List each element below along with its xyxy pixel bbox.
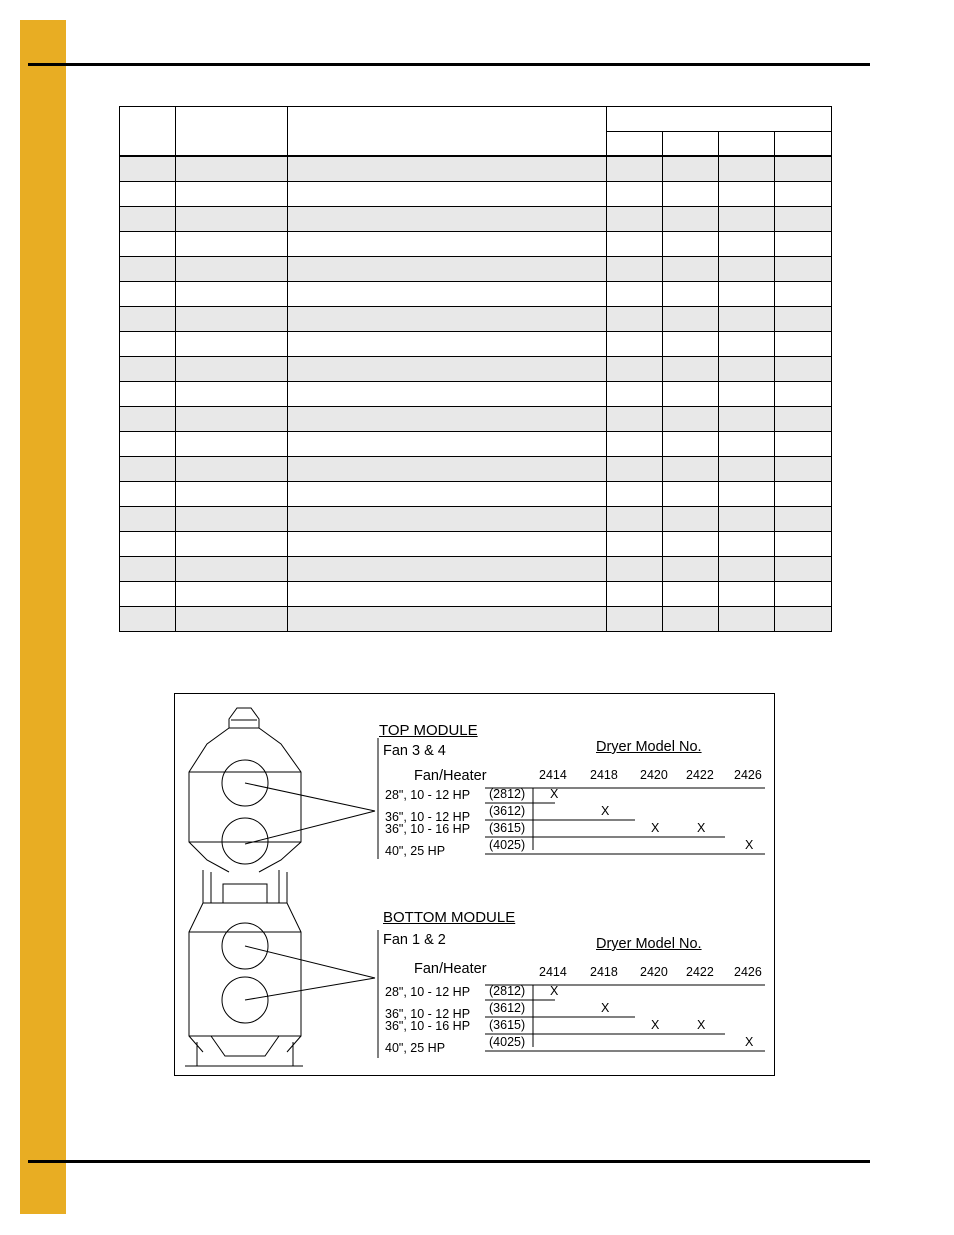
top-mark: X: [697, 821, 706, 835]
table-cell: [607, 232, 663, 257]
table-cell: [775, 232, 832, 257]
table-row: [120, 156, 832, 182]
table-cell: [607, 382, 663, 407]
top-code-label: (2812): [489, 787, 526, 801]
table-cell: [719, 557, 775, 582]
top-code-label: (4025): [489, 838, 526, 852]
model-header-cell: [607, 132, 663, 157]
table-cell: [775, 282, 832, 307]
top-size-label: 36", 10 - 12 HP: [385, 810, 471, 824]
table-cell: [719, 257, 775, 282]
table-cell: [288, 457, 607, 482]
table-row: [120, 257, 832, 282]
table-cell: [607, 432, 663, 457]
table-cell: [775, 207, 832, 232]
table-row: [120, 307, 832, 332]
table-cell: [663, 407, 719, 432]
table-cell: [663, 607, 719, 632]
table-cell: [775, 507, 832, 532]
table-cell: [176, 357, 288, 382]
top-size-label: 28", 10 - 12 HP: [385, 788, 471, 802]
table-cell: [288, 357, 607, 382]
top-fan-heater-label: Fan/Heater: [414, 768, 487, 784]
table-cell: [120, 307, 176, 332]
table-cell: [719, 407, 775, 432]
table-cell: [120, 182, 176, 207]
table-cell: [176, 207, 288, 232]
table-cell: [120, 457, 176, 482]
table-cell: [120, 156, 176, 182]
top-mark: X: [550, 787, 559, 801]
table-cell: [775, 357, 832, 382]
table-cell: [663, 207, 719, 232]
table-cell: [719, 607, 775, 632]
table-cell: [288, 332, 607, 357]
table-cell: [120, 232, 176, 257]
top-mark: X: [651, 821, 660, 835]
table-cell: [719, 457, 775, 482]
bottom-fan-heater-label: Fan/Heater: [414, 961, 487, 977]
table-cell: [663, 457, 719, 482]
table-cell: [176, 432, 288, 457]
top-model-2418: 2418: [590, 768, 618, 782]
table-row: [120, 507, 832, 532]
table-row: [120, 557, 832, 582]
table-cell: [663, 382, 719, 407]
bottom-mark: X: [601, 1001, 610, 1015]
table-cell: [607, 532, 663, 557]
table-cell: [120, 332, 176, 357]
table-cell: [663, 307, 719, 332]
table-cell: [775, 432, 832, 457]
table-cell: [775, 382, 832, 407]
top-code-label: (3615): [489, 821, 526, 835]
table-row: [120, 407, 832, 432]
table-cell: [775, 532, 832, 557]
table-cell: [607, 257, 663, 282]
table-cell: [288, 557, 607, 582]
table-cell: [663, 432, 719, 457]
bottom-fan-label: Fan 1 & 2: [383, 932, 446, 948]
footer-rule: [28, 1160, 870, 1163]
table-cell: [663, 257, 719, 282]
bottom-code-label: (2812): [489, 984, 526, 998]
table-cell: [719, 507, 775, 532]
table-cell: [607, 582, 663, 607]
side-color-bar: [20, 20, 66, 1214]
table-cell: [288, 507, 607, 532]
table-cell: [663, 182, 719, 207]
table-cell: [120, 582, 176, 607]
top-mark: X: [745, 838, 754, 852]
bottom-model-2414: 2414: [539, 965, 567, 979]
table-cell: [288, 156, 607, 182]
table-cell: [719, 482, 775, 507]
bottom-size-label: 40", 25 HP: [385, 1041, 446, 1055]
table-cell: [719, 282, 775, 307]
bottom-mark: X: [651, 1018, 660, 1032]
part-number-header-cell: [176, 107, 288, 157]
table-cell: [775, 332, 832, 357]
parts-table: [119, 106, 832, 632]
bottom-model-2420: 2420: [640, 965, 668, 979]
table-cell: [719, 582, 775, 607]
table-cell: [607, 357, 663, 382]
table-cell: [288, 232, 607, 257]
table-cell: [775, 307, 832, 332]
table-row: [120, 207, 832, 232]
table-cell: [607, 482, 663, 507]
table-cell: [288, 307, 607, 332]
table-cell: [176, 232, 288, 257]
top-model-2420: 2420: [640, 768, 668, 782]
table-cell: [719, 532, 775, 557]
ref-header-cell: [120, 107, 176, 157]
table-cell: [288, 582, 607, 607]
table-cell: [663, 282, 719, 307]
table-cell: [120, 432, 176, 457]
model-header-cell: [775, 132, 832, 157]
top-model-heading: Dryer Model No.: [596, 739, 702, 755]
table-cell: [288, 282, 607, 307]
table-cell: [607, 307, 663, 332]
table-cell: [176, 557, 288, 582]
description-header-cell: [288, 107, 607, 157]
table-cell: [176, 457, 288, 482]
table-cell: [176, 282, 288, 307]
table-cell: [288, 482, 607, 507]
table-cell: [719, 182, 775, 207]
table-cell: [663, 482, 719, 507]
model-header-cell: [663, 132, 719, 157]
bottom-model-2426: 2426: [734, 965, 762, 979]
table-cell: [719, 307, 775, 332]
table-cell: [176, 507, 288, 532]
table-row: [120, 282, 832, 307]
table-cell: [176, 582, 288, 607]
top-model-2426: 2426: [734, 768, 762, 782]
table-cell: [775, 182, 832, 207]
table-cell: [663, 232, 719, 257]
table-cell: [607, 557, 663, 582]
table-cell: [775, 156, 832, 182]
table-cell: [719, 382, 775, 407]
bottom-code-label: (3612): [489, 1001, 526, 1015]
table-cell: [176, 257, 288, 282]
top-model-2422: 2422: [686, 768, 714, 782]
table-cell: [120, 507, 176, 532]
fan-heater-figure: [174, 693, 775, 1076]
bottom-size-label: 36", 10 - 16 HP: [385, 1019, 471, 1033]
table-row: [120, 582, 832, 607]
table-cell: [719, 332, 775, 357]
table-cell: [288, 407, 607, 432]
bottom-size-label: 36", 10 - 12 HP: [385, 1007, 471, 1021]
table-cell: [663, 156, 719, 182]
table-cell: [607, 407, 663, 432]
table-cell: [176, 607, 288, 632]
table-row: [120, 532, 832, 557]
table-cell: [719, 207, 775, 232]
table-cell: [775, 582, 832, 607]
table-cell: [288, 382, 607, 407]
table-cell: [663, 557, 719, 582]
table-cell: [288, 257, 607, 282]
table-cell: [775, 257, 832, 282]
table-cell: [663, 357, 719, 382]
table-cell: [607, 607, 663, 632]
table-row: [120, 482, 832, 507]
table-row: [120, 432, 832, 457]
top-size-label: 36", 10 - 16 HP: [385, 822, 471, 836]
bottom-model-2422: 2422: [686, 965, 714, 979]
table-cell: [607, 507, 663, 532]
table-cell: [663, 582, 719, 607]
table-cell: [663, 332, 719, 357]
table-cell: [120, 407, 176, 432]
table-cell: [719, 232, 775, 257]
top-size-label: 40", 25 HP: [385, 844, 446, 858]
table-row: [120, 182, 832, 207]
bottom-model-2418: 2418: [590, 965, 618, 979]
table-cell: [176, 332, 288, 357]
table-cell: [120, 207, 176, 232]
table-row: [120, 357, 832, 382]
table-cell: [719, 156, 775, 182]
table-cell: [288, 532, 607, 557]
table-cell: [120, 282, 176, 307]
bottom-mark: X: [550, 984, 559, 998]
table-row: [120, 382, 832, 407]
top-module-title: TOP MODULE: [379, 722, 478, 739]
top-model-2414: 2414: [539, 768, 567, 782]
table-cell: [607, 156, 663, 182]
table-cell: [176, 156, 288, 182]
top-mark: X: [601, 804, 610, 818]
table-cell: [775, 407, 832, 432]
bottom-mark: X: [745, 1035, 754, 1049]
table-cell: [176, 382, 288, 407]
bottom-code-label: (4025): [489, 1035, 526, 1049]
table-cell: [719, 357, 775, 382]
table-cell: [607, 207, 663, 232]
table-cell: [176, 182, 288, 207]
table-cell: [288, 207, 607, 232]
table-row: [120, 607, 832, 632]
table-cell: [663, 532, 719, 557]
bottom-size-label: 28", 10 - 12 HP: [385, 985, 471, 999]
table-cell: [663, 507, 719, 532]
top-fan-label: Fan 3 & 4: [383, 743, 446, 759]
table-cell: [775, 607, 832, 632]
table-cell: [607, 182, 663, 207]
bottom-model-heading: Dryer Model No.: [596, 936, 702, 952]
table-cell: [775, 482, 832, 507]
bottom-code-label: (3615): [489, 1018, 526, 1032]
header-rule: [28, 63, 870, 66]
table-cell: [775, 457, 832, 482]
table-cell: [176, 482, 288, 507]
table-cell: [176, 307, 288, 332]
table-row: [120, 457, 832, 482]
parts-table-body: [120, 156, 832, 632]
bottom-module-title: BOTTOM MODULE: [383, 909, 516, 926]
table-cell: [176, 407, 288, 432]
table-cell: [120, 482, 176, 507]
top-code-label: (3612): [489, 804, 526, 818]
table-cell: [120, 357, 176, 382]
table-cell: [288, 607, 607, 632]
table-cell: [288, 182, 607, 207]
quantity-group-header-cell: [607, 107, 832, 132]
table-cell: [288, 432, 607, 457]
model-header-cell: [719, 132, 775, 157]
table-row: [120, 332, 832, 357]
table-cell: [120, 257, 176, 282]
table-cell: [607, 282, 663, 307]
table-cell: [775, 557, 832, 582]
table-cell: [120, 557, 176, 582]
table-cell: [120, 382, 176, 407]
table-row: [120, 232, 832, 257]
table-cell: [120, 532, 176, 557]
table-cell: [176, 532, 288, 557]
table-cell: [607, 332, 663, 357]
bottom-mark: X: [697, 1018, 706, 1032]
table-cell: [607, 457, 663, 482]
table-cell: [120, 607, 176, 632]
table-cell: [719, 432, 775, 457]
